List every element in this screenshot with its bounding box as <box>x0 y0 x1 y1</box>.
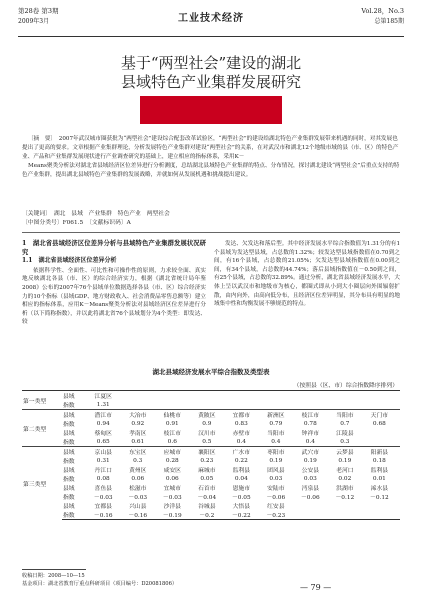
table-row <box>22 510 400 520</box>
table-cell: 0.83 <box>234 420 248 427</box>
table-cell: 孝南区 <box>129 431 147 437</box>
table-cell: 宜城市 <box>163 486 181 492</box>
row-label: 县域 <box>62 410 86 420</box>
table-cell: 天门市 <box>362 410 397 420</box>
abstract-para-2: Means聚类分析法对湖北省县域经济区位差异进行分析测度，总结湖北县域特色产业集群的特点、分布情况，探讨湖北建设“两型社会”后重点支持的特色产业集群，提出湖北县域特色产业集群的发展战略，并就如何从发展机遇和挑战提出建议。 <box>22 163 400 178</box>
table-cell: 0.22 <box>234 457 248 464</box>
table-cell <box>362 510 397 520</box>
table-cell: －0.06 <box>266 495 286 501</box>
table-cell: 0.03 <box>269 475 283 482</box>
table-cell: 沔泉县 <box>301 486 320 492</box>
article-title <box>0 54 422 92</box>
table-cell: 监利县 <box>370 468 389 474</box>
table-cell: 0.02 <box>338 475 352 482</box>
type-cell: 第一类型 <box>22 391 62 410</box>
classification: 〔中图分类号〕F061.5 〔文献标识码〕A <box>22 220 131 226</box>
row-label: 指数 <box>63 495 75 501</box>
table-cell <box>397 474 400 483</box>
table-row <box>22 474 400 483</box>
footnote <box>22 569 177 588</box>
table-cell: 沙洋县 <box>163 504 181 510</box>
keywords: 〔关键词〕 湖北 县域 产业集群 特色产业 两型社会 <box>22 211 170 217</box>
volume-issue-en: Vol.28，No.3 <box>361 7 404 15</box>
table-cell <box>397 419 400 428</box>
table-cell: 当阳市 <box>267 431 285 437</box>
table-cell: 0.05 <box>200 475 214 482</box>
table-cell <box>328 391 363 401</box>
table-cell: 阳新县 <box>362 447 397 457</box>
table-cell: 0.5 <box>202 438 212 445</box>
table-cell: 0.4 <box>236 438 246 445</box>
table-cell <box>224 391 259 401</box>
table-cell: 0.03 <box>303 475 317 482</box>
table-cell: 0.3 <box>340 438 350 445</box>
table-cell <box>190 391 225 401</box>
table-cell: 0.01 <box>372 475 386 482</box>
row-label: 县域 <box>62 447 86 457</box>
table-cell: 团风县 <box>267 468 285 474</box>
table-cell: －0.19 <box>155 510 190 520</box>
table-cell <box>397 483 400 492</box>
issue-date: 2009年3月 <box>18 18 50 25</box>
table-cell <box>293 391 328 401</box>
table-cell <box>190 400 225 410</box>
table-cell: 0.4 <box>305 438 315 445</box>
table-cell: 0.19 <box>269 457 283 464</box>
table-cell: 恩施市 <box>232 486 251 492</box>
table-row <box>22 410 400 420</box>
table-cell: －0.16 <box>86 510 121 520</box>
table-cell: 老河口 <box>336 468 354 474</box>
table-cell: 0.31 <box>96 457 110 464</box>
table-cell <box>328 510 363 520</box>
footnote-rule <box>22 569 86 570</box>
table-cell <box>293 510 328 520</box>
table-cell <box>397 465 400 474</box>
table-cell: 0.65 <box>96 438 110 445</box>
table-cell <box>121 400 156 410</box>
table-cell: 0.7 <box>340 420 350 427</box>
table-cell: －0.03 <box>162 495 182 501</box>
abstract <box>22 135 400 180</box>
table-cell: 喜鱼县 <box>94 486 112 492</box>
table-cell: －0.12 <box>370 495 389 501</box>
section-heading: 1 湖北省县域经济区位差异分析与县域特色产业集群发展状况研究 <box>22 240 206 256</box>
table-cell: 蔡甸区 <box>94 431 112 437</box>
table-cell: 0.23 <box>200 457 214 464</box>
table-cell <box>259 400 294 410</box>
title-line-2: 县域特色产业集群发展研究 <box>120 73 301 91</box>
table-cell: 0.68 <box>372 420 386 427</box>
row-label: 县域 <box>63 504 75 510</box>
table-cell: 仙桃市 <box>155 410 190 420</box>
table-cell: 钟祥市 <box>301 431 320 437</box>
table-cell: －0.06 <box>300 495 320 501</box>
table-cell: 东宝区 <box>121 447 156 457</box>
table-cell: 宜都县 <box>94 504 112 510</box>
table-cell: 0.06 <box>131 475 145 482</box>
keywords-block <box>22 210 400 228</box>
table-cell: 0.19 <box>338 457 352 464</box>
row-label: 县域 <box>63 431 75 437</box>
table-cell: 赤壁市 <box>232 431 251 437</box>
table-cell <box>293 400 328 410</box>
type-cell: 第三类型 <box>22 447 62 520</box>
table-cell: －0.05 <box>231 495 251 501</box>
received-date: 收稿日期：2008—10—15 <box>22 573 85 579</box>
table-cell <box>397 456 400 465</box>
table-cell: 丹江口 <box>94 468 112 474</box>
table-cell: 公安县 <box>301 468 320 474</box>
table-row <box>22 492 400 501</box>
table-row <box>22 501 400 510</box>
table-row <box>22 428 400 437</box>
table-title: 湖北县域经济发展水平综合指数及类型表 <box>152 368 270 376</box>
table-cell <box>397 400 400 410</box>
table-cell <box>397 492 400 501</box>
table-cell: 麻城市 <box>198 468 216 474</box>
table-cell <box>362 391 397 401</box>
table-row <box>22 465 400 474</box>
table-cell: 0.28 <box>165 457 179 464</box>
row-label: 县域 <box>63 486 75 492</box>
table-cell <box>397 428 400 437</box>
table-subtitle: （按照县（区、市）综合指数降序排列） <box>293 383 398 389</box>
table-cell: 0.18 <box>372 457 386 464</box>
row-label: 指数 <box>63 403 75 409</box>
table-cell: －0.2 <box>190 510 225 520</box>
table-cell: 江陵县 <box>336 431 354 437</box>
subsection-heading: 1.1 湖北省县域经济区位差异分析 <box>22 257 117 265</box>
table-row <box>22 391 400 401</box>
table-cell: 枝江市 <box>293 410 328 420</box>
table-cell: 安陆市 <box>267 486 285 492</box>
table-cell: 黄陂区 <box>190 410 225 420</box>
table-cell: －0.04 <box>197 495 217 501</box>
table-row <box>22 419 400 428</box>
right-column <box>214 240 400 309</box>
row-label: 指数 <box>63 477 75 483</box>
table-cell: 0.91 <box>165 420 179 427</box>
table-cell: －0.03 <box>128 495 148 501</box>
volume-issue: 第28卷 第3期 <box>18 7 59 15</box>
table-cell <box>328 400 363 410</box>
table-cell <box>362 428 397 437</box>
table-cell: 0.06 <box>165 475 179 482</box>
table-cell: 汉川市 <box>198 431 216 437</box>
table-cell: 谷城县 <box>198 504 216 510</box>
table-cell: 应城市 <box>155 447 190 457</box>
table-cell: 江夏区 <box>86 391 121 401</box>
table-cell: －0.03 <box>93 495 113 501</box>
table-cell: 0.61 <box>131 438 145 445</box>
table-cell: 石首市 <box>198 486 216 492</box>
table-cell: 松滋市 <box>129 486 147 492</box>
table-cell <box>362 501 397 510</box>
table-cell: 0.4 <box>271 438 281 445</box>
table-cell: 0.79 <box>269 420 283 427</box>
table-cell: 0.6 <box>167 438 177 445</box>
table-cell: 武穴市 <box>293 447 328 457</box>
journal-name: 工业技术经济 <box>178 13 244 24</box>
divider <box>22 232 400 233</box>
table-cell: 兴山县 <box>129 504 147 510</box>
table-cell <box>155 400 190 410</box>
table-cell: 枣阳市 <box>259 447 294 457</box>
table-cell: 监利县 <box>232 468 251 474</box>
table-cell: 0.3 <box>133 457 143 464</box>
table-cell: 咸安区 <box>163 468 181 474</box>
table-cell <box>121 391 156 401</box>
table-cell <box>397 501 400 510</box>
table-cell <box>328 501 363 510</box>
type-cell: 第二类型 <box>22 410 62 447</box>
redacted-author-bar <box>140 96 282 124</box>
index-table <box>22 390 400 520</box>
table-cell: 0.9 <box>202 420 212 427</box>
row-label: 县域 <box>62 391 86 401</box>
table-cell: 黄州区 <box>129 468 147 474</box>
title-line-1: 基于“两型社会”建设的湖北 <box>120 54 302 72</box>
table-cell: 0.78 <box>303 420 317 427</box>
table-cell: 大悟县 <box>232 504 251 510</box>
total-issue: 总第185期 <box>374 18 404 25</box>
table-cell: 云梦县 <box>328 447 363 457</box>
table-cell <box>397 447 400 457</box>
table-cell: 枝江市 <box>163 431 181 437</box>
table-cell: 新洲区 <box>259 410 294 420</box>
table-cell <box>397 437 400 447</box>
table-cell: 广水市 <box>224 447 259 457</box>
fund-info: 基金项目：湖北省教育厅重点科研项目（项目编号：D20081806） <box>22 581 178 587</box>
body-paragraph: 依据科学性、全面性、可比性和可操作性的原则，力求较全面、真实地反映湖北各县（市、区）的综合经济实力，根据《湖北省统计局年鉴2008》公布的2007年76个县域单位数据选择各县（市、区）综合经济实力的10个指标（县域GDP、地方财政收入、社会消费品零售总额等）建立相应的指标体系，应用K－Means聚类分析法对县域经济区位差异进行分析（以下简称指数），并以此将湖北省76个县域划分为4个类型：即发达、较 <box>22 267 206 326</box>
table-row <box>22 447 400 457</box>
table-cell: 0.08 <box>96 475 110 482</box>
table-cell: 当阳市 <box>328 410 363 420</box>
table-cell <box>397 510 400 520</box>
left-column <box>22 240 206 327</box>
table-row <box>22 400 400 410</box>
table-cell: 大冶市 <box>121 410 156 420</box>
row-label: 指数 <box>63 459 75 465</box>
table-cell <box>362 437 397 447</box>
page-number: — 79 — <box>300 583 332 592</box>
table-cell <box>362 400 397 410</box>
table-cell: 0.19 <box>303 457 317 464</box>
table-cell: 1.31 <box>96 401 110 408</box>
table-cell: 浠水县 <box>370 486 389 492</box>
table-cell: 0.04 <box>234 475 248 482</box>
table-cell: －0.22 <box>224 510 259 520</box>
running-header <box>18 6 404 37</box>
table-cell <box>397 410 400 420</box>
table-row <box>22 456 400 465</box>
table-cell: 京山县 <box>86 447 121 457</box>
table-cell: 宜都市 <box>224 410 259 420</box>
table-cell: 0.92 <box>131 420 145 427</box>
table-cell: 洪湖市 <box>336 486 354 492</box>
table-cell <box>259 391 294 401</box>
table-cell <box>397 391 400 401</box>
table-row <box>22 437 400 447</box>
row-label: 指数 <box>63 422 75 428</box>
table-cell <box>155 391 190 401</box>
row-label: 县域 <box>63 468 75 474</box>
table-cell: －0.12 <box>335 495 355 501</box>
row-label: 指数 <box>63 440 75 446</box>
table-cell: 0.94 <box>96 420 110 427</box>
body-paragraph: 发达、欠发达和落后型。其中经济发展水平综合指数值为1.31分的有1个县域为发达型县域，占总数的1.32%；较发达型县域指数值在0.70到之间，有16个县域，占总数的21.05%；欠发达型县域指数值在0.00到之间，有34个县域，占总数的44.74%；落后县域指数值在－0.50到之间，有25个县域，占总数的32.89%。通过分析，湖北省县域经济发展水平，大体上呈以武汉市和地级市为核心，都圈式即从小到大小圈层向外围辐射扩散，由内向外，由高向低分布，且经济区位差异明显，其分布具有明显的地域集中性和均衡发展不够规范的特点。 <box>214 241 400 308</box>
table-row <box>22 483 400 492</box>
abstract-para-1: 〔摘 要〕 2007年武汉城市圈获批为“两型社会”建设综合配套改革试验区，“两型社会”的建设给湖北特色产业集群发展带来机遇的同时，对其发展也提出了更高的要求。文章根据产业集群理论，分析发展特色产业集群对建设“两型社会”的关系，在对武汉市和湖北12个地级市域的县（市、区）的特色产业、产品和产业集群发展现状进行产业调查研究的基础上，建立相应的指标体系，采用K－ <box>22 136 399 160</box>
table-cell: －0.23 <box>259 510 294 520</box>
table-cell: 潜江市 <box>86 410 121 420</box>
table-cell: 襄阳区 <box>190 447 225 457</box>
table-cell: －0.16 <box>121 510 156 520</box>
table-cell: 红安县 <box>267 504 285 510</box>
table-cell <box>224 400 259 410</box>
table-cell <box>293 501 328 510</box>
row-label: 指数 <box>62 510 86 520</box>
